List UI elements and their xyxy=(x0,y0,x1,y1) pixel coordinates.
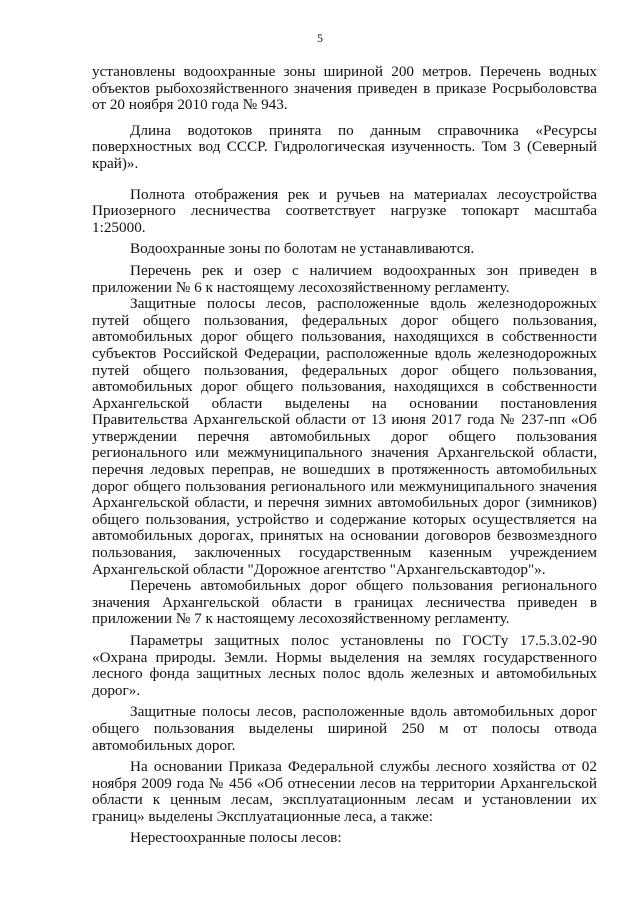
paragraph-spawning-strips: Нерестоохранные полосы лесов: xyxy=(130,828,342,846)
page-number: 5 xyxy=(317,31,323,45)
paragraph-strip-width: Защитные полосы лесов, расположенные вдоль автомобильных дорог общего пользования выделены шириной 250 м от полосы отвода автомобильных дорог. xyxy=(92,703,597,754)
paragraph-gost-parameters: Параметры защитных полос установлены по ГОСТу 17.5.3.02-90 «Охрана природы. Земли. Нормы выделения на землях государственного лесного фонда защитных лесных полос вдоль железных и автомобильных дорог». xyxy=(92,632,597,699)
paragraph-federal-order: На основании Приказа Федеральной службы лесного хозяйства от 02 ноября 2009 года № 456 «Об отнесении лесов на территории Архангельской области к ценным лесам, эксплуатационным лесам и установлении их границ» выделены Эксплуатационные леса, а также: xyxy=(92,758,597,825)
page-body xyxy=(92,64,597,846)
paragraph-water-protection-zones: установлены водоохранные зоны шириной 200 метров. Перечень водных объектов рыбохозяйственного значения приведен в приказе Росрыболовства от 20 ноября 2010 года № 943. xyxy=(92,63,597,114)
paragraph-map-completeness: Полнота отображения рек и ручьев на материалах лесоустройства Приозерного лесничества соответствует нагрузке топокарт масштаба 1:25000. xyxy=(92,185,597,236)
paragraph-watercourse-length: Длина водотоков принята по данным справочника «Ресурсы поверхностных вод СССР. Гидрологическая изученность. Том 3 (Северный край)». xyxy=(92,121,597,172)
paragraph-rivers-list: Перечень рек и озер с наличием водоохранных зон приведен в приложении № 6 к настоящему лесохозяйственному регламенту. xyxy=(92,261,597,296)
paragraph-swamp-zones: Водоохранные зоны по болотам не устанавливаются. xyxy=(130,240,475,258)
paragraph-protective-strips: Защитные полосы лесов, расположенные вдоль железнодорожных путей общего пользования, федеральных дорог общего пользования, автомобильных дорог общего пользования, находящихся в собственности субъектов Российской Федерации, расположенные вдоль железнодорожных путей общего пользования, федеральных дорог общего пользования, автомобильных дорог общего пользования, находящихся в собственности Архангельской области выделены на основании постановления Правительства Архангельской области от 13 июня 2017 года № 237-пп «Об утверждении перечня автомобильных дорог общего пользования регионального или межмуниципального значения Архангельской области, перечня ледовых переправ, не вошедших в протяженность автомобильных дорог общего пользования регионального или межмуниципального значения Архангельской области, и перечня зимних автомобильных дорог (зимников) общего пользования, устройство и содержание которых осуществляется на автомобильных дорогах, принятых на основании договоров безвозмездного пользования, заключенных государственным казенным учреждением Архангельской области "Дорожное агентство "Архангельскавтодор"». xyxy=(92,295,597,578)
paragraph-roads-list: Перечень автомобильных дорог общего пользования регионального значения Архангельской области в границах лесничества приведен в приложении № 7 к настоящему лесохозяйственному регламенту. xyxy=(92,577,597,628)
